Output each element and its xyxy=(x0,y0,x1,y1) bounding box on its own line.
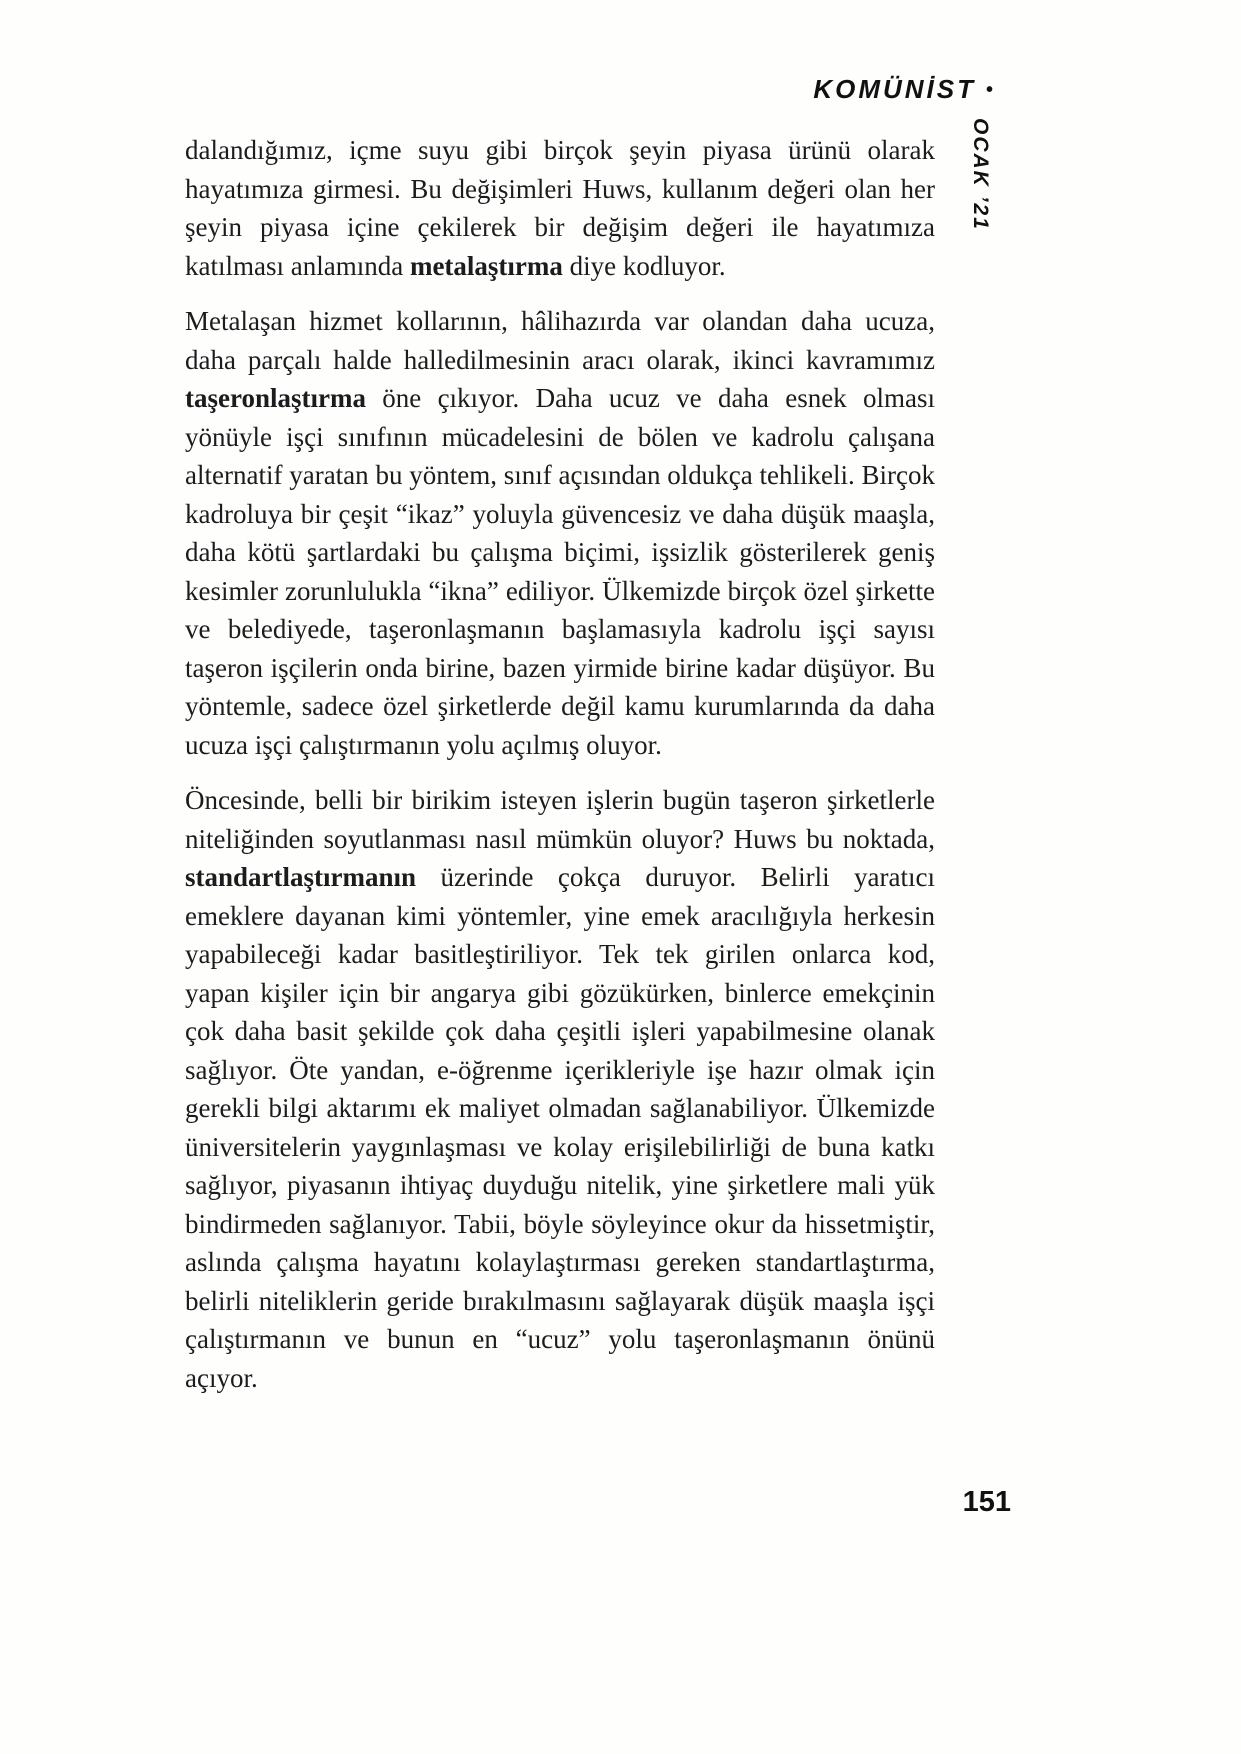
paragraph xyxy=(185,131,935,285)
paragraph-text: üzerinde çokça duruyor. Belirli yaratıcı emeklere dayanan kimi yöntemler, yine emek aracılığıyla herkesin yapabileceği kadar basitleştiriliyor. Tek tek girilen onlarca kod, yapan kişiler için bir angarya gibi gözükürken, binlerce emekçinin çok daha basit şekilde çok daha çeşitli işleri yapabilmesine olanak sağlıyor. Öte yandan, e-öğrenme içerikleriyle işe hazır olmak için gerekli bilgi aktarımı ek maliyet olmadan sağlanabiliyor. Ülkemizde üniversitelerin yaygınlaşması ve kolay erişilebilirliği de buna katkı sağlıyor, piyasanın ihtiyaç duyduğu nitelik, yine şirketlere mali yük bindirmeden sağlanıyor. Tabii, böyle söyleyince okur da hissetmiştir, aslında çalışma hayatını kolaylaştırması gereken standartlaştırma, belirli niteliklerin geride bırakılmasını sağlayarak düşük maaşla işçi çalıştırmanın ve bunun en “ucuz” yolu taşeronlaşmanın önünü açıyor. xyxy=(185,862,935,1393)
issue-label: OCAK ’21 xyxy=(969,118,992,231)
paragraph xyxy=(185,302,935,764)
bold-term: metalaştırma xyxy=(409,250,563,281)
bold-term: standartlaştırmanın xyxy=(185,862,417,892)
paragraph-text: diye kodluyor. xyxy=(562,250,726,281)
page-number: 151 xyxy=(962,1486,1011,1518)
running-head xyxy=(813,74,993,105)
bold-term: taşeronlaştırma xyxy=(185,383,366,413)
journal-title: KOMÜNİST xyxy=(813,74,976,104)
paragraph xyxy=(185,781,935,1397)
paragraph-text: dalandığımız, içme suyu gibi birçok şeyin piyasa ürünü olarak hayatımıza girmesi. Bu değişimleri Huws, kullanım değeri olan her şeyin piyasa içine çekilerek bir değişim değeri ile hayatımıza katılması anlamında xyxy=(185,135,935,281)
header-bullet-icon: • xyxy=(985,79,993,101)
paragraph-text: Metalaşan hizmet kollarının, hâlihazırda var olandan daha ucuza, daha parçalı halde halledilmesinin aracı olarak, ikinci kavramımız xyxy=(185,306,935,375)
article-body xyxy=(185,131,935,1414)
paragraph-text: Öncesinde, belli bir birikim isteyen işlerin bugün taşeron şirketlerle niteliğinden soyutlanması nasıl mümkün oluyor? Huws bu noktada, xyxy=(185,785,935,854)
paragraph-text: öne çıkıyor. Daha ucuz ve daha esnek olması yönüyle işçi sınıfının mücadelesini de bölen ve kadrolu çalışana alternatif yaratan bu yöntem, sınıf açısından oldukça tehlikeli. Birçok kadroluya bir çeşit “ikaz” yoluyla güvencesiz ve daha düşük maaşla, daha kötü şartlardaki bu çalışma biçimi, işsizlik gösterilerek geniş kesimler zorunlulukla “ikna” ediliyor. Ülkemizde birçok özel şirkette ve belediyede, taşeronlaşmanın başlamasıyla kadrolu işçi sayısı taşeron işçilerin onda birine, bazen yirmide birine kadar düşüyor. Bu yöntemle, sadece özel şirketlerde değil kamu kurumlarında da daha ucuza işçi çalıştırmanın yolu açılmış oluyor. xyxy=(185,383,935,760)
